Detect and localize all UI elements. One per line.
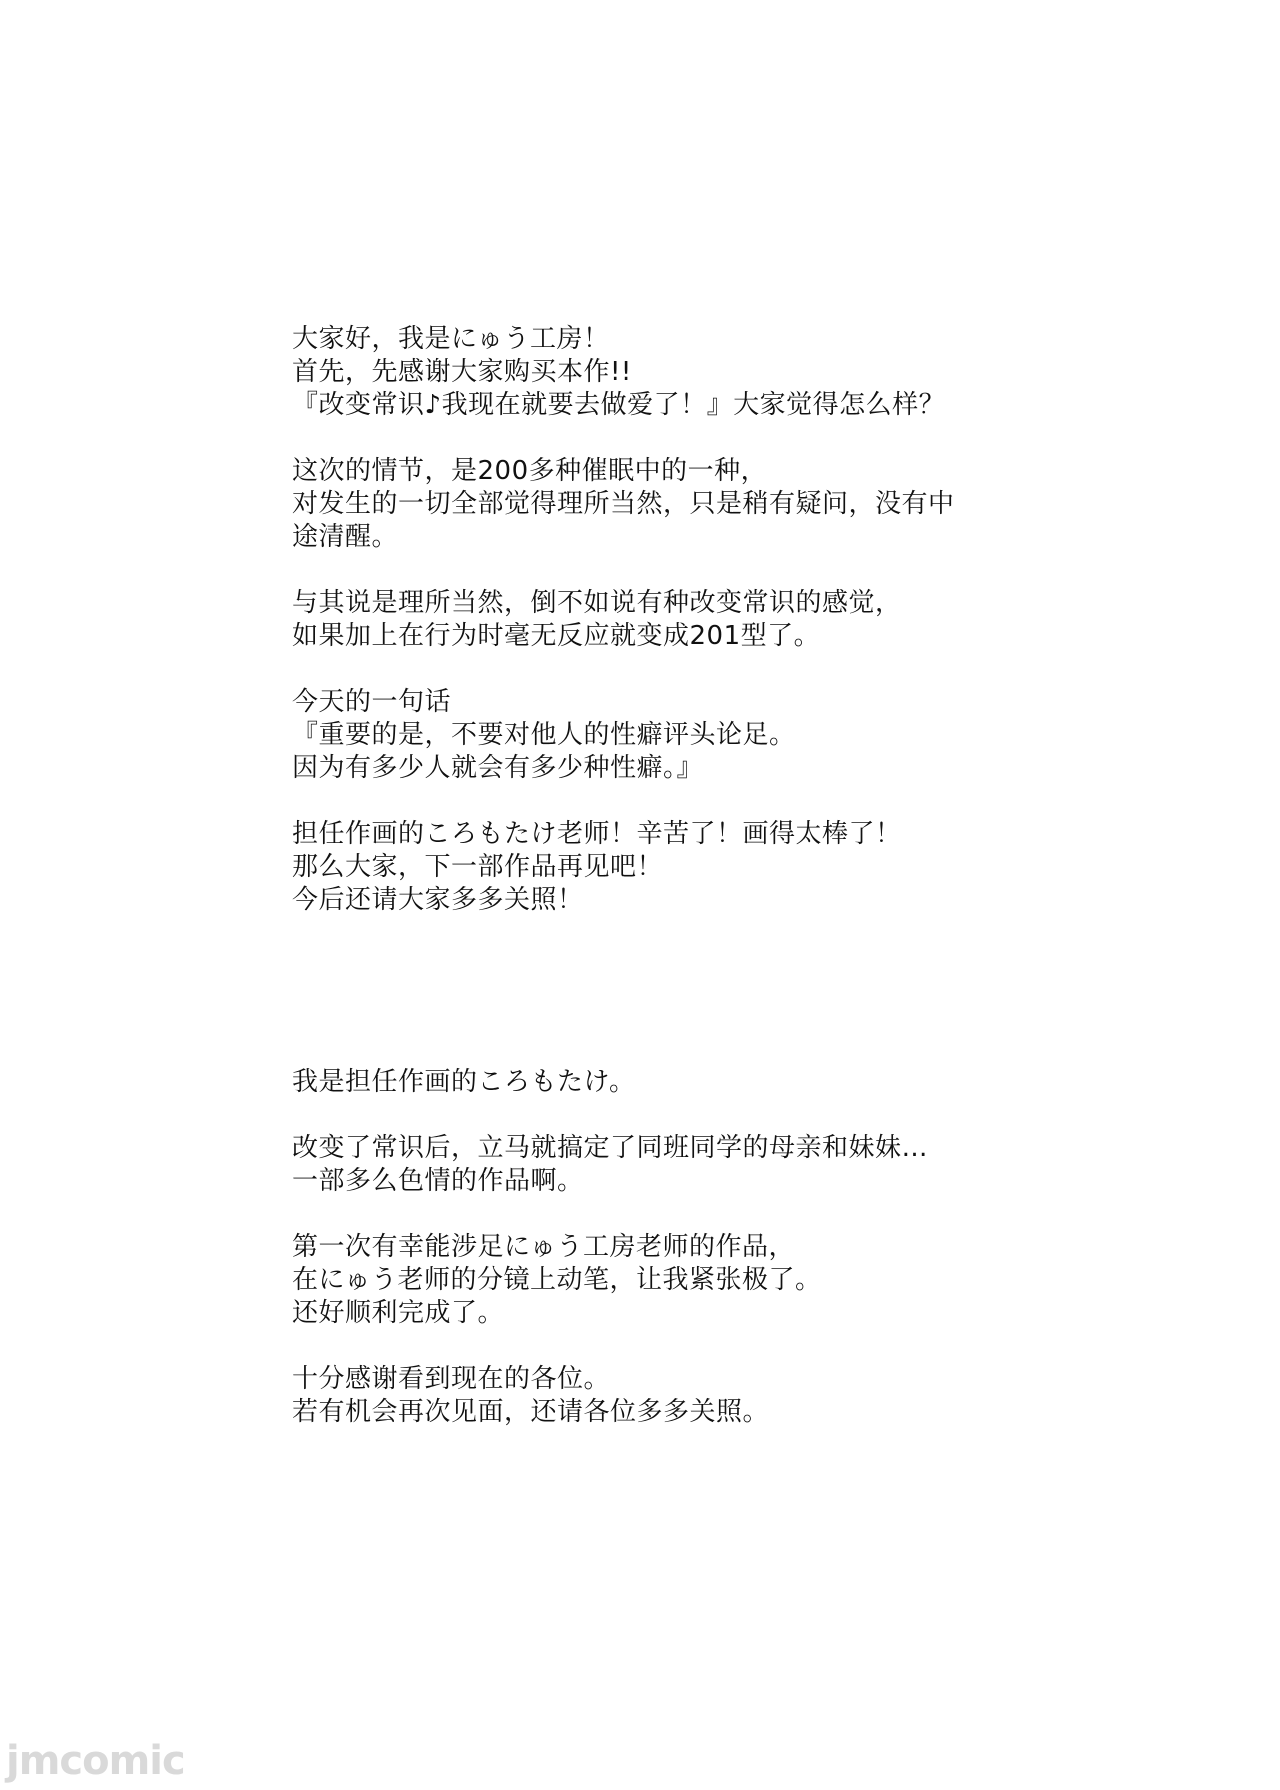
text-line: 首先，先感谢大家购买本作!! bbox=[292, 357, 632, 387]
text-line: 若有机会再次见面，还请各位多多关照。 bbox=[292, 1397, 770, 1427]
author-paragraph-5 bbox=[292, 818, 1012, 917]
author-afterword bbox=[292, 323, 1012, 950]
text-line: 途清醒。 bbox=[292, 522, 399, 552]
text-line: 那么大家，下一部作品再见吧！ bbox=[292, 852, 664, 882]
artist-paragraph-2 bbox=[292, 1132, 1012, 1198]
text-line: 今后还请大家多多关照！ bbox=[292, 885, 584, 915]
artist-paragraph-1 bbox=[292, 1066, 1012, 1099]
text-line: 『重要的是，不要对他人的性癖评头论足。 bbox=[292, 720, 796, 750]
author-paragraph-1 bbox=[292, 323, 1012, 422]
text-line: 对发生的一切全部觉得理所当然，只是稍有疑问，没有中 bbox=[292, 489, 955, 519]
watermark-logo: jmcomic bbox=[6, 1738, 185, 1784]
text-line: 如果加上在行为时毫无反应就变成201型了。 bbox=[292, 621, 821, 651]
text-line: 在にゅう老师的分镜上动笔，让我紧张极了。 bbox=[292, 1265, 822, 1295]
text-line: 大家好，我是にゅう工房！ bbox=[292, 324, 610, 354]
text-line: 我是担任作画的ころもたけ。 bbox=[292, 1067, 636, 1097]
text-line: 十分感谢看到现在的各位。 bbox=[292, 1364, 611, 1394]
author-paragraph-2 bbox=[292, 455, 1012, 554]
text-line: 与其说是理所当然，倒不如说有种改变常识的感觉， bbox=[292, 588, 902, 618]
text-line: 一部多么色情的作品啊。 bbox=[292, 1166, 584, 1196]
artist-paragraph-3 bbox=[292, 1231, 1012, 1330]
text-line: 还好顺利完成了。 bbox=[292, 1298, 505, 1328]
text-line: 这次的情节，是200多种催眠中的一种， bbox=[292, 456, 768, 486]
text-line: 改变了常识后，立马就搞定了同班同学的母亲和妹妹… bbox=[292, 1133, 929, 1163]
author-paragraph-3 bbox=[292, 587, 1012, 653]
author-paragraph-4 bbox=[292, 686, 1012, 785]
text-line: 因为有多少人就会有多少种性癖。』 bbox=[292, 753, 704, 783]
artist-afterword bbox=[292, 1066, 1012, 1462]
text-line: 第一次有幸能涉足にゅう工房老师的作品， bbox=[292, 1232, 795, 1262]
text-line: 担任作画的ころもたけ老师！辛苦了！画得太棒了！ bbox=[292, 819, 902, 849]
text-line: 『改变常识♪我现在就要去做爱了！』大家觉得怎么样？ bbox=[292, 390, 946, 420]
artist-paragraph-4 bbox=[292, 1363, 1012, 1429]
text-line: 今天的一句话 bbox=[292, 687, 452, 717]
